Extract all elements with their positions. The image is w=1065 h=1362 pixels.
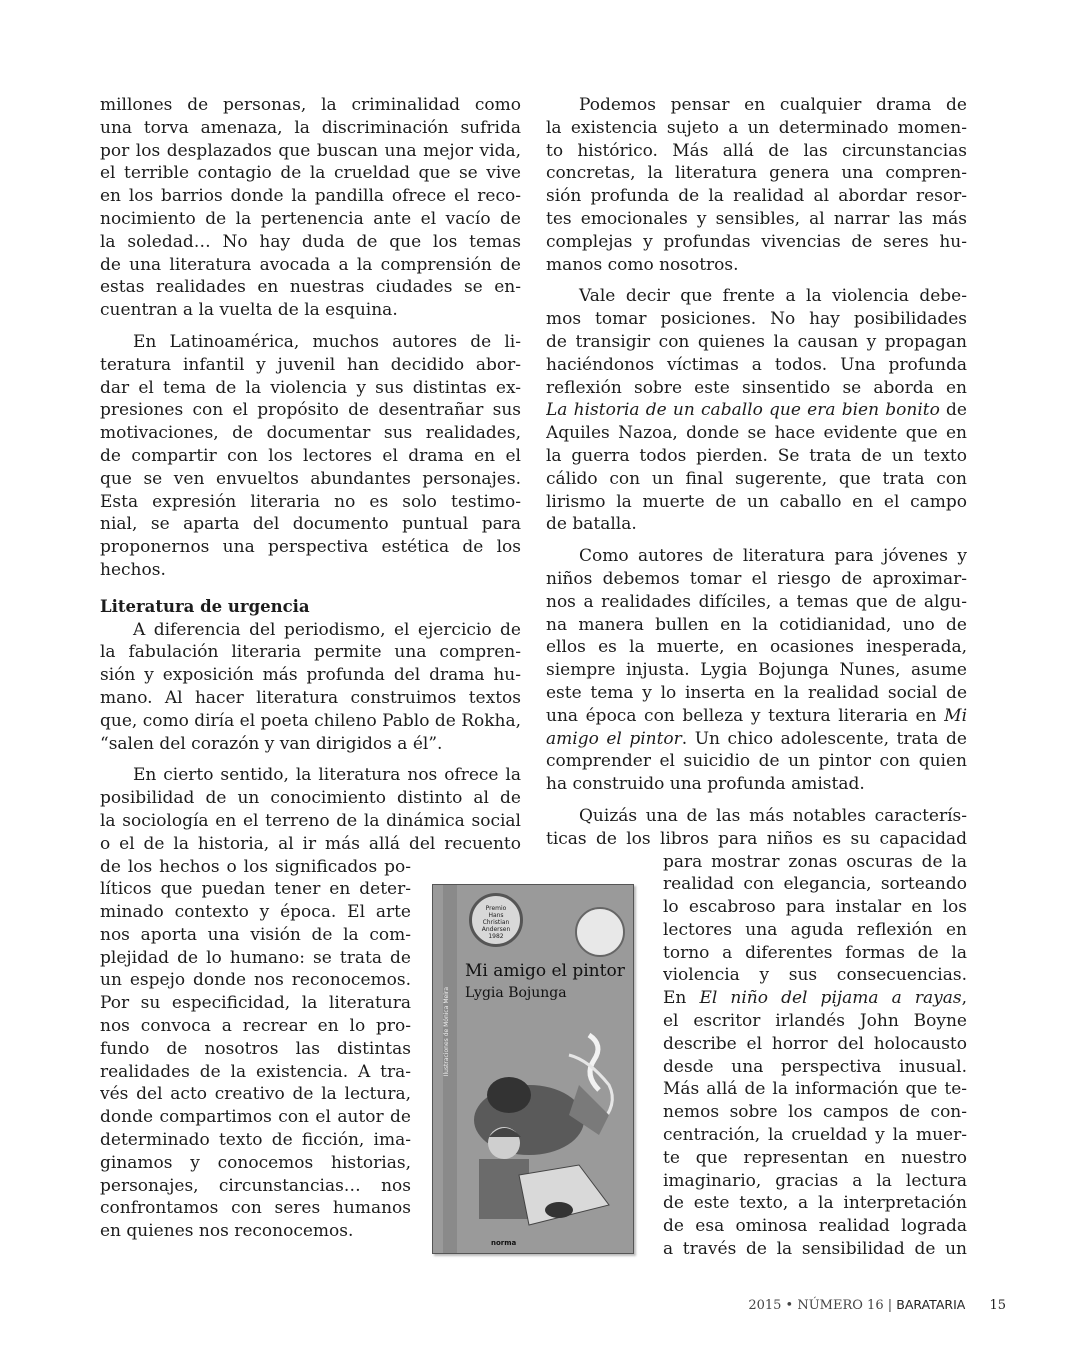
text-line: Podemos pensar en cualquier drama de xyxy=(579,95,967,115)
section-heading: Literatura de urgencia xyxy=(100,596,310,616)
text-line: cálido con un final sugerente, que trata con xyxy=(546,468,967,489)
text-line: la soledad… No hay duda de que los temas xyxy=(100,231,521,252)
text-line: mos tomar posiciones. No hay posibilidades xyxy=(546,309,967,330)
text-line: donde compartimos con el autor de xyxy=(100,1107,411,1128)
award-seal xyxy=(469,893,523,947)
text-line: el escritor irlandés John Boyne xyxy=(663,1011,967,1032)
page-number: 15 xyxy=(989,1298,1006,1313)
text-line: siempre injusta. Lygia Bojunga Nunes, asume xyxy=(546,660,967,681)
text-line: de este texto, a la interpretación xyxy=(663,1193,967,1214)
text-line: determinado texto de ficción, ima- xyxy=(100,1130,411,1151)
text-line: tes emocionales y sensibles, al narrar las más xyxy=(546,208,967,229)
text-line: minado contexto y época. El arte xyxy=(100,902,411,923)
book-cover-image xyxy=(432,884,634,1254)
text-line: de batalla. xyxy=(546,514,637,535)
text-line: centración, la crueldad y la muer- xyxy=(663,1125,967,1146)
seal-text: 1982 xyxy=(488,933,504,940)
paragraph xyxy=(546,545,967,796)
text-line: el terrible contagio de la crueldad que se vive xyxy=(100,163,521,184)
cover-illustrator-label: Ilustraciones de Mónica Meira xyxy=(443,987,450,1077)
text-line: vés del acto creativo de la lectura, xyxy=(100,1084,411,1105)
text-line: motivaciones, de documentar sus realidades, xyxy=(100,423,521,444)
text-fragment: En xyxy=(663,988,700,1009)
text-fragment: , xyxy=(961,988,967,1009)
text-line: una torva amenaza, la discriminación sufrida xyxy=(100,117,521,138)
text-line: lectores una aguda reflexión en xyxy=(663,919,967,940)
cover-illustration xyxy=(459,1025,629,1235)
text-line: comprender el suicidio de un pintor con quien xyxy=(546,751,967,772)
text-line: de los hechos o los significados po- xyxy=(100,856,411,877)
text-line: nos aporta una visión de la com- xyxy=(100,924,411,945)
text-line: de una literatura avocada a la comprensión de xyxy=(100,254,521,275)
paragraph xyxy=(100,94,521,322)
text-line: complejas y profundas vivencias de seres hu- xyxy=(546,231,967,252)
text-line: millones de personas, la criminalidad como xyxy=(100,95,521,115)
text-line: nos a realidades difíciles, a temas que de algu- xyxy=(546,591,967,612)
text-line: la sociología en el terreno de la dinámica social xyxy=(100,810,521,831)
text-line: sión profunda de la realidad al abordar resor- xyxy=(546,186,967,207)
text-line: na manera bullen en la cotidianidad, uno de xyxy=(546,614,967,635)
text-line: mano. Al hacer literatura construimos textos xyxy=(100,687,521,708)
text-line: Aquiles Nazoa, donde se hace evidente que en xyxy=(546,423,967,444)
text-line: para mostrar zonas oscuras de la xyxy=(663,851,967,872)
text-fragment: de xyxy=(939,400,967,421)
seal-text: Hans xyxy=(488,912,504,919)
book-title-italic: La historia de un caballo que era bien bonito xyxy=(546,400,940,421)
text-line: Por su especificidad, la literatura xyxy=(100,993,411,1014)
seal-text: Christian xyxy=(482,919,510,926)
book-title-italic: amigo el pintor xyxy=(546,728,682,749)
text-line: dar el tema de la violencia y sus distintas ex- xyxy=(100,377,521,398)
text-line: la existencia sujeto a un determinado momen- xyxy=(546,117,967,138)
text-line: niños debemos tomar el riesgo de aproximar- xyxy=(546,568,967,589)
text-line: “salen del corazón y van dirigidos a él”. xyxy=(100,733,443,754)
text-line: imaginario, gracias a la lectura xyxy=(663,1170,967,1191)
text-line: de compartir con los lectores el drama en el xyxy=(100,445,521,466)
text-line: un espejo donde nos reconocemos. xyxy=(100,970,411,991)
cover-author: Lygia Bojunga xyxy=(465,985,567,1001)
text-line: este tema y lo inserta en la realidad social de xyxy=(546,682,967,703)
text-line: presiones con el propósito de desentrañar sus xyxy=(100,400,521,421)
text-line: proponernos una perspectiva estética de los xyxy=(100,537,521,558)
secondary-seal xyxy=(575,907,625,957)
seal-text: Premio xyxy=(485,905,507,912)
text-line: ticas de los libros para niños es su capacidad xyxy=(546,828,967,849)
seal-text: Andersen xyxy=(481,926,511,933)
text-line: fundo de nosotros las distintas xyxy=(100,1038,411,1059)
text-line: cuentran a la vuelta de la esquina. xyxy=(100,300,398,321)
paragraph xyxy=(100,331,521,582)
text-line: desde una perspectiva inusual. xyxy=(663,1056,967,1077)
text-line: estas realidades en nuestras ciudades se en- xyxy=(100,277,521,298)
text-line: A diferencia del periodismo, el ejercicio de xyxy=(133,619,521,640)
text-line: te que representan en nuestro xyxy=(663,1147,967,1168)
text-line: ginamos y conocemos historias, xyxy=(100,1152,411,1173)
text-line: describe el horror del holocausto xyxy=(663,1033,967,1054)
text-line: teratura infantil y juvenil han decidido abor- xyxy=(100,354,521,375)
text-line: de esa ominosa realidad lograda xyxy=(663,1216,967,1237)
text-line: que se ven envueltos abundantes personajes. xyxy=(100,468,521,489)
text-line: o el de la historia, al ir más allá del recuento xyxy=(100,833,521,854)
paragraph xyxy=(546,285,967,536)
text-line: Quizás una de las más notables caracterís- xyxy=(579,805,967,826)
text-fragment: una época con belleza y textura literaria en xyxy=(546,705,945,726)
text-line: manos como nosotros. xyxy=(546,254,739,275)
text-line: sión y exposición más profunda del drama hu- xyxy=(100,665,521,686)
text-line xyxy=(546,399,967,422)
text-line xyxy=(546,705,967,728)
text-line: En cierto sentido, la literatura nos ofrece la xyxy=(133,765,521,786)
text-line: nial, se aparta del documento puntual para xyxy=(100,514,521,535)
text-line: la fabulación literaria permite una compren- xyxy=(100,642,521,663)
publisher-logo: norma xyxy=(491,1239,517,1247)
page-footer xyxy=(700,1297,1006,1313)
text-line: Esta expresión literaria no es solo testimo- xyxy=(100,491,521,512)
text-line xyxy=(663,987,967,1010)
text-line: lo escabroso para instalar en los xyxy=(663,897,967,918)
text-line: que, como diría el poeta chileno Pablo de Rokha, xyxy=(100,710,521,731)
text-fragment: . Un chico adolescente, trata de xyxy=(681,728,967,749)
book-title-italic: El niño del pijama a rayas xyxy=(699,988,962,1009)
text-line xyxy=(546,728,967,751)
text-line: Más allá de la información que te- xyxy=(663,1079,967,1100)
text-line: lirismo la muerte de un caballo en el campo xyxy=(546,491,967,512)
cover-title: Mi amigo el pintor xyxy=(465,961,625,981)
text-line: posibilidad de un conocimiento distinto al de xyxy=(100,788,521,809)
text-line: plejidad de lo humano: se trata de xyxy=(100,947,411,968)
text-line: confrontamos con seres humanos xyxy=(100,1198,411,1219)
text-line: de transigir con quienes la causan y propagan xyxy=(546,331,967,352)
text-line: haciéndonos víctimas a todos. Una profunda xyxy=(546,354,967,375)
text-line: en quienes nos reconocemos. xyxy=(100,1221,354,1242)
text-line: ellos es la muerte, en ocasiones inesperada, xyxy=(546,637,967,658)
text-line: Como autores de literatura para jóvenes y xyxy=(579,546,967,567)
text-line: concretas, la literatura genera una compren- xyxy=(546,163,967,184)
text-line: ha construido una profunda amistad. xyxy=(546,774,865,795)
publication-name: BARATARIA xyxy=(896,1297,966,1312)
text-line: nemos sobre los campos de con- xyxy=(663,1102,967,1123)
text-line: en los barrios donde la pandilla ofrece el reco- xyxy=(100,186,521,207)
text-line: hechos. xyxy=(100,559,166,580)
text-line: reflexión sobre este sinsentido se aborda en xyxy=(546,377,967,398)
footer-separator: | xyxy=(887,1298,893,1313)
text-line: a través de la sensibilidad de un xyxy=(663,1239,967,1260)
text-line: Vale decir que frente a la violencia debe- xyxy=(579,286,967,307)
text-line: personajes, circunstancias… nos xyxy=(100,1175,411,1196)
book-title-italic: Mi xyxy=(944,705,967,726)
text-line: por los desplazados que buscan una mejor vida, xyxy=(100,140,521,161)
paragraph xyxy=(100,619,521,756)
text-line: realidades de la existencia. A tra- xyxy=(100,1061,411,1082)
text-line: líticos que puedan tener en deter- xyxy=(100,879,411,900)
text-line: violencia y sus consecuencias. xyxy=(663,965,967,986)
text-line: torno a diferentes formas de la xyxy=(663,942,967,963)
text-line: la guerra todos pierden. Se trata de un texto xyxy=(546,445,967,466)
text-line: to histórico. Más allá de las circunstancias xyxy=(546,140,967,161)
text-line: En Latinoamérica, muchos autores de li- xyxy=(133,331,521,352)
text-line: realidad con elegancia, sorteando xyxy=(663,874,967,895)
issue-label: 2015 • NÚMERO 16 xyxy=(748,1298,884,1313)
paragraph xyxy=(546,94,967,276)
text-line: nocimiento de la pertenencia ante el vacío de xyxy=(100,208,521,229)
text-line: nos convoca a recrear en lo pro- xyxy=(100,1016,411,1037)
